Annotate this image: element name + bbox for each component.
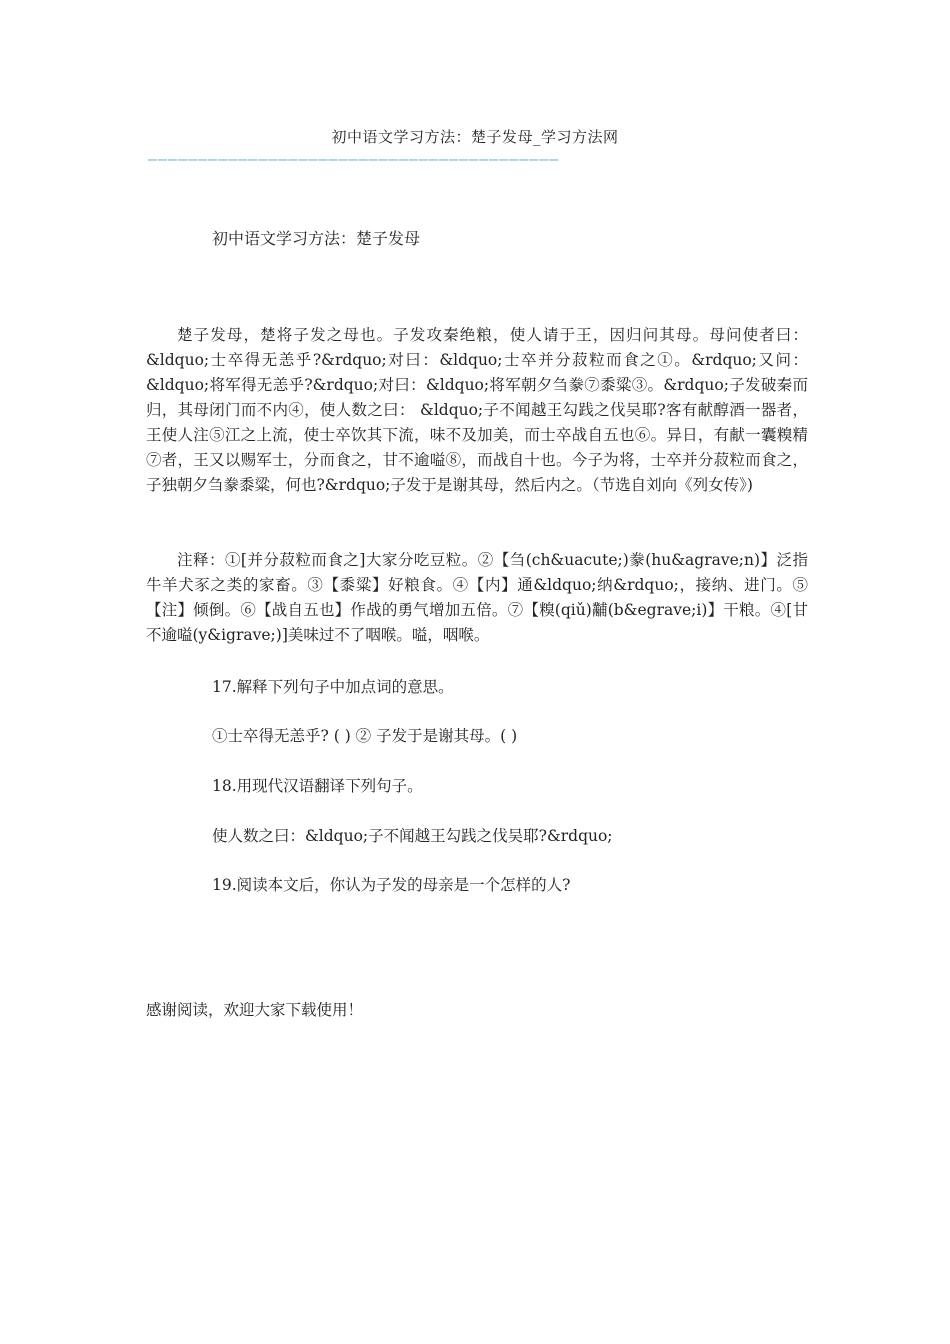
question-18-sentence: 使人数之曰：&ldquo;子不闻越王勾践之伐吴耶?&rdquo; [212, 827, 613, 845]
question-18: 18.用现代汉语翻译下列句子。 [212, 777, 423, 795]
question-17-items: ①士卒得无恙乎? ( ) ② 子发于是谢其母。( ) [212, 727, 518, 745]
header-divider: ————————————————————————————————————————— [148, 150, 560, 168]
question-17: 17.解释下列句子中加点词的意思。 [212, 678, 454, 696]
document-header-title: 初中语文学习方法：楚子发母_学习方法网 [331, 128, 619, 146]
article-paragraph-main: 楚子发母，楚将子发之母也。子发攻秦绝粮，使人请于王，因归问其母。母问使者曰：&ldquo;士卒得无恙乎?&rdquo;对曰：&ldquo;士卒并分菽粒而食之①。&rdquo;又问：&ldquo;将军得无恙乎?&rdquo;对曰：&ldquo;将军朝夕刍豢⑦黍粱③。&rdquo;子发破秦而归，其母闭门而不内④，使人数之曰： &ldquo;子不闻越王勾践之伐吴耶?客有献醇酒一器者，王使人注⑤江之上流，使士卒饮其下流，味不及加美，而士卒战自五也⑥。异日，有献一囊糗精⑦者，王又以赐军士，分而食之，甘不逾嗌⑧，而战自十也。今子为将，士卒并分菽粒而食之，子独朝夕刍豢黍粱，何也?&rdquo;子发于是谢其母，然后内之。（节选自刘向《列女传》) [146, 326, 808, 494]
closing-thanks: 感谢阅读，欢迎大家下载使用！ [146, 1001, 364, 1019]
article-title: 初中语文学习方法：楚子发母 [212, 229, 421, 248]
question-19: 19.阅读本文后，你认为子发的母亲是一个怎样的人? [212, 876, 571, 894]
article-paragraph-notes: 注释：①[并分菽粒而食之]大家分吃豆粒。②【刍(ch&uacute;)豢(hu&agrave;n)】泛指牛羊犬豕之类的家畜。③【黍粱】好粮食。④【内】通&ldquo;纳&rdquo;，接纳、进门。⑤【注】倾倒。⑥【战自五也】作战的勇气增加五倍。⑦【糗(qiǔ)黼(b&egrave;i)】干粮。④[甘不逾嗌(y&igrave;)]美味过不了咽喉。嗌，咽喉。 [146, 551, 808, 644]
